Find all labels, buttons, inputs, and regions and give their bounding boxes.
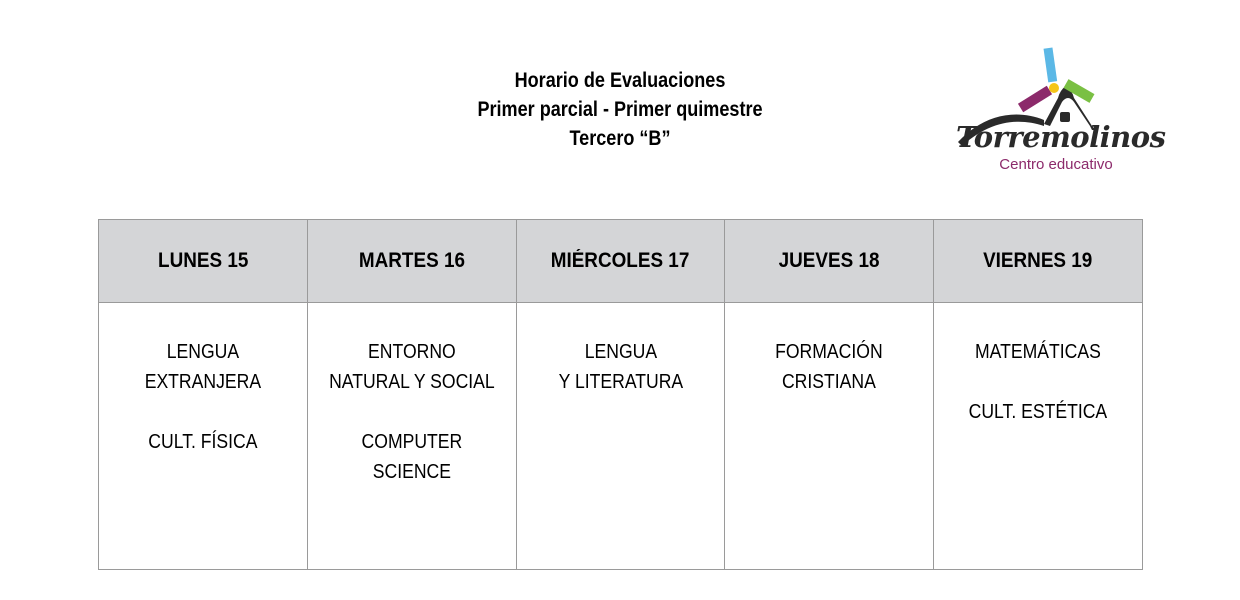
subject-line: COMPUTER — [361, 431, 463, 453]
day-heading: MIÉRCOLES 17 — [551, 249, 690, 272]
day-heading: MARTES 16 — [358, 249, 465, 272]
exam-schedule-table — [98, 219, 1143, 570]
column-header — [934, 220, 1143, 303]
column-header — [725, 220, 934, 303]
subject-line: Y LITERATURA — [558, 371, 683, 393]
table-row — [99, 303, 1143, 570]
subject-line: LENGUA — [166, 341, 240, 363]
subject-line: NATURAL Y SOCIAL — [328, 371, 495, 393]
subject-spacer — [310, 397, 514, 427]
day-cell — [725, 303, 934, 570]
logo-tagline: Centro educativo — [999, 156, 1113, 173]
subject-line: ENTORNO — [367, 341, 456, 363]
day-cell — [516, 303, 725, 570]
day-cell — [934, 303, 1143, 570]
subject-spacer — [936, 367, 1140, 397]
subject-line: FORMACIÓN — [775, 341, 884, 363]
day-heading: LUNES 15 — [157, 249, 249, 272]
day-cell — [307, 303, 516, 570]
subject-line: EXTRANJERA — [144, 371, 262, 393]
subtitle-line: Primer parcial - Primer quimestre — [477, 98, 763, 121]
title-line: Horario de Evaluaciones — [514, 69, 726, 92]
subject-line: CULT. FÍSICA — [148, 431, 258, 453]
day-heading: VIERNES 19 — [983, 249, 1093, 272]
table-header-row — [99, 220, 1143, 303]
school-logo — [952, 46, 1166, 182]
column-header — [99, 220, 308, 303]
day-heading: JUEVES 18 — [778, 249, 880, 272]
column-header — [516, 220, 725, 303]
subject-line: CRISTIANA — [782, 371, 877, 393]
page-title — [370, 66, 870, 153]
subject-spacer — [101, 397, 305, 427]
subject-line: MATEMÁTICAS — [975, 341, 1101, 363]
column-header — [307, 220, 516, 303]
day-cell — [99, 303, 308, 570]
logo-wordmark: Torremolinos — [956, 120, 1166, 154]
class-line: Tercero “B” — [569, 127, 671, 150]
subject-line: CULT. ESTÉTICA — [968, 401, 1108, 423]
subject-line: SCIENCE — [372, 461, 451, 483]
subject-line: LENGUA — [584, 341, 657, 363]
